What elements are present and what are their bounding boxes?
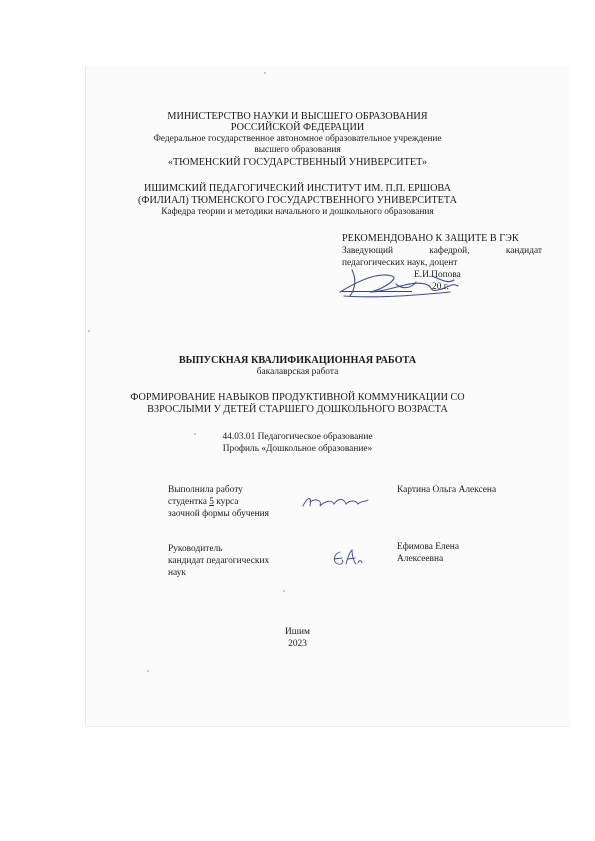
city: Ишим xyxy=(285,627,310,637)
approval-signature xyxy=(330,262,470,302)
approval-line-1 xyxy=(342,247,542,256)
work-title-line-2: ВЗРОСЛЫМИ У ДЕТЕЙ СТАРШЕГО ДОШКОЛЬНОГО ВОЗРАСТА xyxy=(147,404,448,415)
author-label-1: Выполнила работу xyxy=(168,485,243,495)
supervisor-label-3: наук xyxy=(168,568,186,578)
work-type: ВЫПУСКНАЯ КВАЛИФИКАЦИОННАЯ РАБОТА xyxy=(178,355,417,366)
author-label-2-pre: студентка xyxy=(168,497,210,507)
author-name: Картина Ольга Алексена xyxy=(397,485,497,495)
work-subtype: бакалаврская работа xyxy=(256,367,339,377)
author-course: 5 xyxy=(209,497,214,507)
approval-word-1: Заведующий xyxy=(342,246,393,256)
program-code: 44.03.01 Педагогическое образование xyxy=(222,432,373,442)
branch-line-2: (ФИЛИАЛ) ТЮМЕНСКОГО ГОСУДАРСТВЕННОГО УНИВЕРСИТЕТА xyxy=(138,195,457,206)
supervisor-name-2: Алексеевна xyxy=(397,554,444,564)
ministry-line-2: РОССИЙСКОЙ ФЕДЕРАЦИИ xyxy=(230,122,365,133)
scan-speck xyxy=(283,590,285,592)
author-label-3: заочной формы обучения xyxy=(168,509,269,519)
work-title-line-1: ФОРМИРОВАНИЕ НАВЫКОВ ПРОДУКТИВНОЙ КОММУНИКАЦИИ СО xyxy=(130,392,465,403)
scan-speck xyxy=(88,330,90,332)
year: 2023 xyxy=(288,639,307,649)
author-label-2-post: курса xyxy=(213,497,239,507)
author-label-2 xyxy=(168,498,238,507)
approval-date: 20 г. xyxy=(432,282,449,292)
ministry-line-1: МИНИСТЕРСТВО НАУКИ И ВЫСШЕГО ОБРАЗОВАНИЯ xyxy=(167,111,428,122)
institution-line-1: Федеральное государственное автономное образовательное учреждение xyxy=(153,134,442,144)
supervisor-name-1: Ефимова Елена xyxy=(397,542,459,552)
author-signature xyxy=(300,490,370,512)
approval-signer: Е.И.Попова xyxy=(414,270,461,280)
branch-line-1: ИШИМСКИЙ ПЕДАГОГИЧЕСКИЙ ИНСТИТУТ ИМ. П.П. ЕРШОВА xyxy=(144,183,451,194)
scan-speck xyxy=(194,433,196,435)
supervisor-label-1: Руководитель xyxy=(168,544,223,554)
approval-line-2: педагогических наук, доцент xyxy=(342,258,458,268)
approval-title: РЕКОМЕНДОВАНО К ЗАЩИТЕ В ГЭК xyxy=(342,233,519,244)
program-profile: Профиль «Дошкольное образование» xyxy=(222,444,373,454)
department-name: Кафедра теории и методики начального и дошкольного образования xyxy=(161,207,434,217)
supervisor-signature xyxy=(328,546,364,570)
university-name: «ТЮМЕНСКИЙ ГОСУДАРСТВЕННЫЙ УНИВЕРСИТЕТ» xyxy=(167,157,428,168)
supervisor-label-2: кандидат педагогических xyxy=(168,556,270,566)
approval-word-3: кандидат xyxy=(505,246,542,256)
scan-speck xyxy=(147,670,149,672)
institution-line-2: высшего образования xyxy=(254,145,341,155)
approval-word-2: кафедрой, xyxy=(429,246,470,256)
scan-speck xyxy=(264,72,266,74)
